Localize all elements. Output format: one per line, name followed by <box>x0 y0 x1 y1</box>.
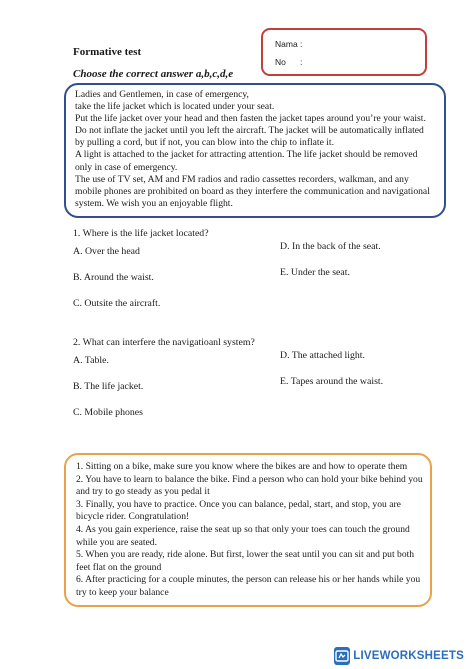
bike-steps-box <box>64 453 432 607</box>
bike-step-line: while you are seated. <box>76 536 157 548</box>
announcement-line: The use of TV set, AM and FM radios and radio cassettes recorders, walkman, and any <box>75 173 409 185</box>
q1-option-b[interactable]: B. Around the waist. <box>73 272 154 283</box>
bike-step-line: try to keep your balance <box>76 586 169 598</box>
q1-option-a[interactable]: A. Over the head <box>73 246 140 257</box>
question-2: 2. What can interfere the navigatioanl system? <box>73 337 255 348</box>
announcement-line: A light is attached to the jacket for attracting attention. The life jacket should be removed <box>75 149 418 161</box>
bike-step-line: and try to go steady as you pedal it <box>76 486 210 498</box>
liveworksheets-logo-icon <box>334 647 350 665</box>
announcement-line: Do not inflate the jacket until you left the aircraft. The jacket will be automatically inflated <box>75 125 424 137</box>
q1-option-d[interactable]: D. In the back of the seat. <box>280 241 381 252</box>
worksheet-instruction: Choose the correct answer a,b,c,d,e <box>73 68 234 80</box>
announcement-line: by pulling a cord, but if not, you can blow into the chip to inflate it. <box>75 137 334 149</box>
student-info-box <box>261 28 427 76</box>
number-label: No : <box>275 57 303 67</box>
worksheet-title: Formative test <box>73 46 142 58</box>
bike-step-line: 2. You have to learn to balance the bike. Find a person who can hold your bike behind you <box>76 473 423 485</box>
liveworksheets-brand: LIVEWORKSHEETS <box>353 650 464 662</box>
q1-option-e[interactable]: E. Under the seat. <box>280 267 350 278</box>
q1-option-c[interactable]: C. Outsite the aircraft. <box>73 298 161 309</box>
announcement-line: mobile phones are prohibited on board as they interfere the communication and navigational <box>75 185 430 197</box>
bike-step-line: 4. As you gain experience, raise the seat up so that only your toes can touch the ground <box>76 523 410 535</box>
q2-option-d[interactable]: D. The attached light. <box>280 350 365 361</box>
q2-option-b[interactable]: B. The life jacket. <box>73 381 144 392</box>
liveworksheets-footer[interactable] <box>334 643 474 669</box>
announcement-line: system. We wish you an enjoyable flight. <box>75 197 233 209</box>
bike-step-line: 3. Finally, you have to practice. Once you can balance, pedal, start, and stop, you are <box>76 498 401 510</box>
name-label: Nama : <box>275 39 303 49</box>
announcement-line: only in case of emergency. <box>75 161 178 173</box>
q2-option-a[interactable]: A. Table. <box>73 355 109 366</box>
announcement-box <box>64 83 446 218</box>
bike-step-line: 5. When you are ready, ride alone. But first, lower the seat until you can sit and put both <box>76 549 415 561</box>
question-1: 1. Where is the life jacket located? <box>73 228 209 239</box>
q2-option-e[interactable]: E. Tapes around the waist. <box>280 376 384 387</box>
announcement-line: Put the life jacket over your head and then fasten the jacket tapes around you’re your waist. <box>75 113 426 125</box>
bike-step-line: 6. After practicing for a couple minutes, the person can release his or her hands while you <box>76 574 421 586</box>
q2-option-c[interactable]: C. Mobile phones <box>73 407 143 418</box>
bike-step-line: 1. Sitting on a bike, make sure you know where the bikes are and how to operate them <box>76 461 408 472</box>
announcement-line: Ladies and Gentlemen, in case of emergency, <box>75 89 249 100</box>
bike-step-line: bicycle rider. Congratulation! <box>76 511 190 523</box>
bike-step-line: feet flat on the ground <box>76 561 162 573</box>
announcement-line: take the life jacket which is located under your seat. <box>75 101 275 113</box>
